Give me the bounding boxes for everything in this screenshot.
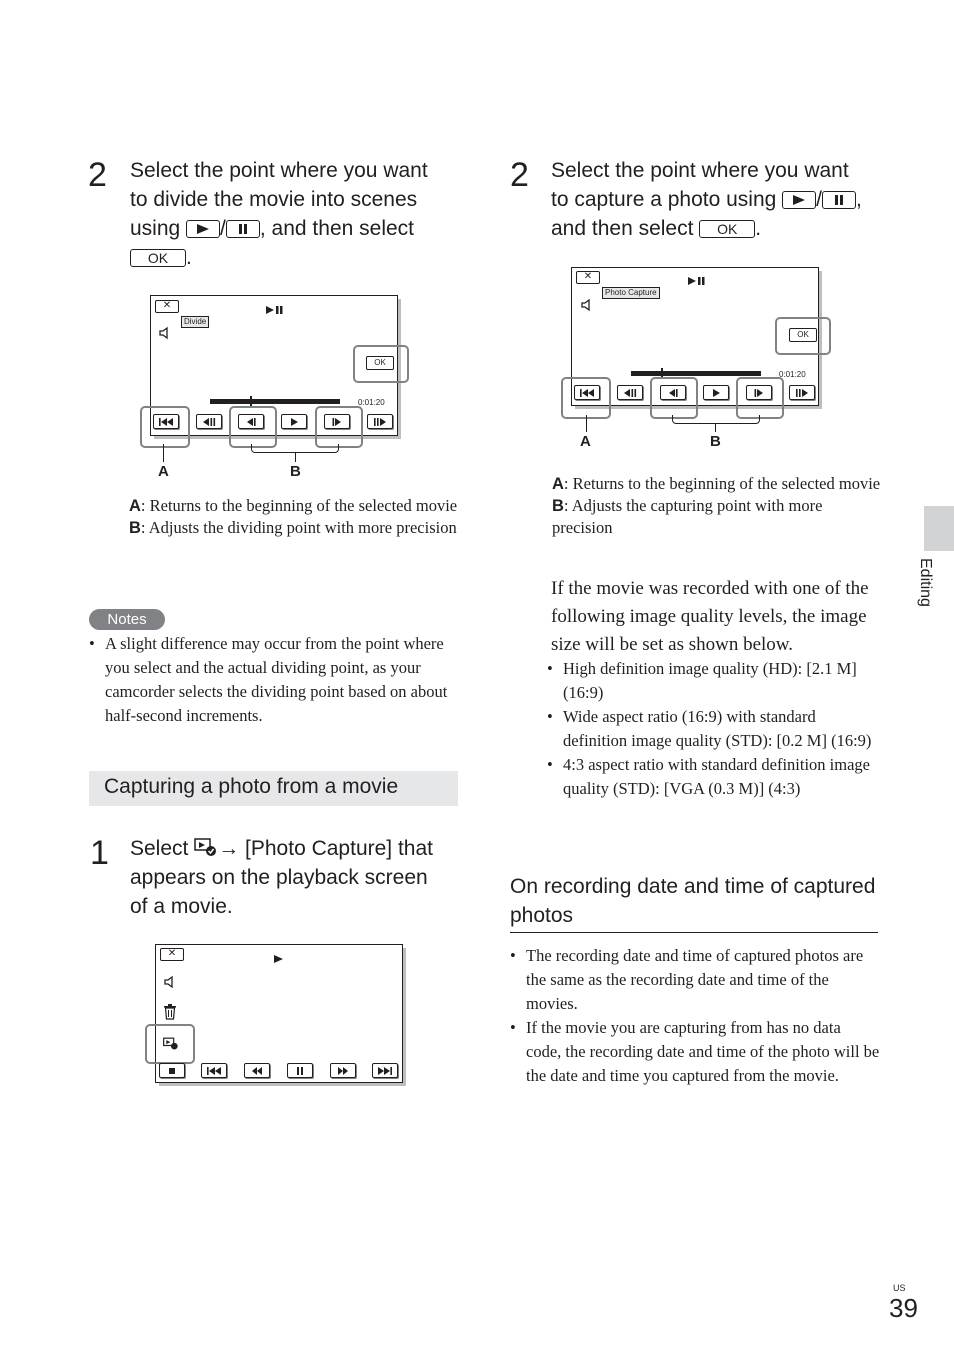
legend-item-a: A: Returns to the beginning of the selected movie bbox=[552, 474, 881, 493]
label-a: A bbox=[158, 463, 169, 480]
stop-icon bbox=[159, 1063, 185, 1078]
quality-intro: If the movie was recorded with one of the following image quality levels, the image size will be set as shown below. bbox=[551, 578, 869, 655]
step-instruction bbox=[130, 834, 470, 921]
seek-bar bbox=[631, 371, 761, 376]
play-pause-icon bbox=[688, 273, 708, 291]
list-item: • A slight difference may occur from the point where you select and the actual dividing point, as your camcorder selects the dividing point based on about half-second increments. bbox=[89, 632, 454, 728]
fast-forward-icon bbox=[330, 1063, 356, 1078]
legend-left bbox=[129, 495, 459, 539]
leader-line-a bbox=[163, 444, 164, 462]
timecode: 0:01:20 bbox=[779, 370, 806, 379]
section-title: Capturing a photo from a movie bbox=[104, 775, 399, 798]
highlight-ring-b1 bbox=[650, 377, 698, 419]
highlight-ring-a bbox=[140, 406, 190, 448]
ok-button-icon: OK bbox=[130, 249, 186, 267]
next-frame-icon bbox=[789, 385, 815, 400]
list-item: • The recording date and time of captured photos are the same as the recording date and time of the movies. bbox=[510, 944, 880, 1016]
arrow-icon: → bbox=[218, 837, 240, 860]
notes-list bbox=[89, 632, 454, 728]
speaker-icon bbox=[163, 975, 177, 994]
list-item: • If the movie you are capturing from has no data code, the recording date and time of the photo will be the date and time you captured from the movie. bbox=[510, 1016, 880, 1088]
side-tab-marker bbox=[924, 506, 954, 551]
step-line: using / , and then select bbox=[130, 217, 414, 240]
timecode: 0:01:20 bbox=[358, 398, 385, 407]
close-icon: ✕ bbox=[160, 948, 184, 961]
trash-icon bbox=[163, 1004, 177, 1025]
play-icon bbox=[782, 191, 816, 209]
region-code: US bbox=[893, 1283, 906, 1293]
step-number: 1 bbox=[90, 834, 109, 872]
highlight-ring bbox=[353, 345, 409, 383]
highlight-ring-b2 bbox=[315, 406, 363, 448]
play-icon bbox=[703, 385, 729, 400]
label-a: A bbox=[580, 433, 591, 450]
side-tab-label: Editing bbox=[917, 558, 934, 607]
skip-end-icon bbox=[372, 1063, 398, 1078]
label-b: B bbox=[710, 433, 721, 450]
step-line: Select the point where you want bbox=[130, 159, 428, 182]
highlight-ring bbox=[775, 317, 831, 355]
quality-list bbox=[547, 657, 877, 801]
ok-mini-button: OK bbox=[789, 328, 817, 342]
pause-icon bbox=[226, 220, 260, 238]
step-line: of a movie. bbox=[130, 895, 233, 918]
highlight-ring-a bbox=[561, 377, 611, 419]
play-icon bbox=[273, 951, 285, 969]
skip-start-icon bbox=[201, 1063, 227, 1078]
label-b: B bbox=[290, 463, 301, 480]
highlight-ring-b1 bbox=[229, 406, 277, 448]
step-number: 2 bbox=[88, 156, 107, 194]
list-item: • High definition image quality (HD): [2.1 M] (16:9) bbox=[547, 657, 877, 705]
date-list bbox=[510, 944, 880, 1088]
highlight-ring bbox=[145, 1024, 195, 1064]
legend-right bbox=[552, 473, 882, 538]
play-pause-icon bbox=[266, 302, 286, 320]
next-frame-icon bbox=[367, 414, 393, 429]
pause-icon bbox=[822, 191, 856, 209]
highlight-ring-b2 bbox=[736, 377, 784, 419]
divide-tag: Divide bbox=[181, 316, 209, 328]
rewind-icon bbox=[244, 1063, 270, 1078]
list-item: • 4:3 aspect ratio with standard definition image quality (STD): [VGA (0.3 M)] (4:3) bbox=[547, 753, 877, 801]
close-icon: ✕ bbox=[155, 300, 179, 313]
leader-line-a bbox=[586, 415, 587, 432]
list-item: • Wide aspect ratio (16:9) with standard definition image quality (STD): [0.2 M] (16:9) bbox=[547, 705, 877, 753]
ok-mini-button: OK bbox=[366, 356, 394, 370]
step-line: Select the point where you want bbox=[551, 159, 849, 182]
play-icon bbox=[186, 220, 220, 238]
bracket-b bbox=[251, 444, 339, 453]
play-icon bbox=[281, 414, 307, 429]
photo-capture-icon bbox=[194, 836, 218, 854]
bracket-b bbox=[672, 415, 760, 424]
step-line: and then select OK . bbox=[551, 217, 762, 240]
notes-badge: Notes bbox=[89, 609, 165, 630]
step-line: OK . bbox=[130, 243, 470, 272]
seek-bar bbox=[210, 399, 340, 404]
ok-button-icon: OK bbox=[699, 220, 755, 238]
section-heading-bar bbox=[89, 771, 458, 806]
step-line: to capture a photo using / , bbox=[551, 188, 862, 211]
subheading: On recording date and time of captured photos bbox=[510, 872, 878, 933]
step-line: Select → [Photo Capture] that bbox=[130, 837, 433, 860]
legend-item-b: B: Adjusts the capturing point with more precision bbox=[552, 496, 823, 537]
pause-icon bbox=[287, 1063, 313, 1078]
close-icon: ✕ bbox=[576, 271, 600, 284]
legend-item-a: A: Returns to the beginning of the selected movie bbox=[129, 496, 458, 515]
prev-frame-icon bbox=[196, 414, 222, 429]
step-number: 2 bbox=[510, 156, 529, 194]
step-instruction bbox=[551, 156, 891, 243]
speaker-icon bbox=[580, 298, 594, 317]
step-line: appears on the playback screen bbox=[130, 866, 428, 889]
legend-item-b: B: Adjusts the dividing point with more precision bbox=[129, 518, 457, 537]
leader-line-b bbox=[295, 453, 296, 462]
prev-frame-icon bbox=[617, 385, 643, 400]
step-line: to divide the movie into scenes bbox=[130, 188, 418, 211]
photo-capture-tag: Photo Capture bbox=[602, 287, 660, 299]
page-number: 39 bbox=[889, 1293, 918, 1323]
step-instruction bbox=[130, 156, 470, 272]
leader-line-b bbox=[715, 424, 716, 432]
speaker-icon bbox=[158, 326, 172, 345]
